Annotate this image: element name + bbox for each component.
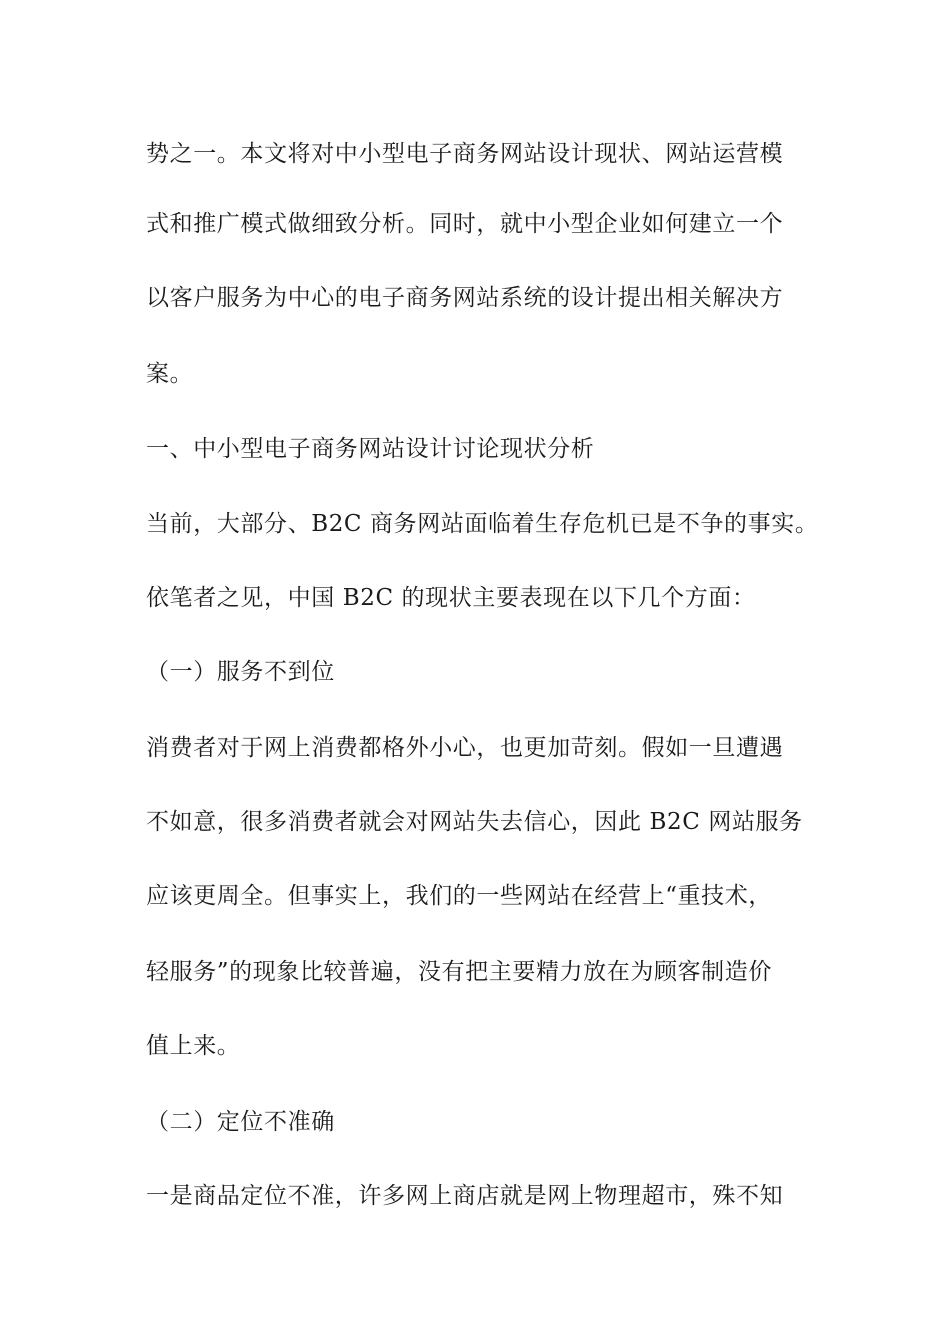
paragraph-line-5: 当前，大部分、B2C 商务网站面临着生存危机已是不争的事实。 bbox=[146, 511, 819, 537]
paragraph-line-3: 以客户服务为中心的电子商务网站系统的设计提出相关解决方 bbox=[146, 285, 784, 311]
paragraph-line-10: 轻服务”的现象比较普遍，没有把主要精力放在为顾客制造价 bbox=[146, 959, 772, 985]
paragraph-line-7: 消费者对于网上消费都格外小心，也更加苛刻。假如一旦遭遇 bbox=[146, 735, 784, 761]
paragraph-line-2: 式和推广模式做细致分析。同时，就中小型企业如何建立一个 bbox=[146, 211, 784, 237]
paragraph-line-12: 一是商品定位不准，许多网上商店就是网上物理超市，殊不知 bbox=[146, 1183, 784, 1209]
paragraph-line-9: 应该更周全。但事实上，我们的一些网站在经营上“重技术， bbox=[146, 883, 772, 909]
paragraph-line-8: 不如意，很多消费者就会对网站失去信心，因此 B2C 网站服务 bbox=[146, 809, 803, 835]
paragraph-line-6: 依笔者之见，中国 B2C 的现状主要表现在以下几个方面： bbox=[146, 585, 756, 611]
section-heading: 一、中小型电子商务网站设计讨论现状分析 bbox=[146, 436, 595, 462]
subsection-heading-1: （一）服务不到位 bbox=[146, 659, 335, 685]
paragraph-line-1: 势之一。本文将对中小型电子商务网站设计现状、网站运营模 bbox=[146, 141, 784, 167]
subsection-heading-2: （二）定位不准确 bbox=[146, 1109, 335, 1135]
paragraph-line-4: 案。 bbox=[146, 361, 194, 387]
paragraph-line-11: 值上来。 bbox=[146, 1033, 241, 1059]
